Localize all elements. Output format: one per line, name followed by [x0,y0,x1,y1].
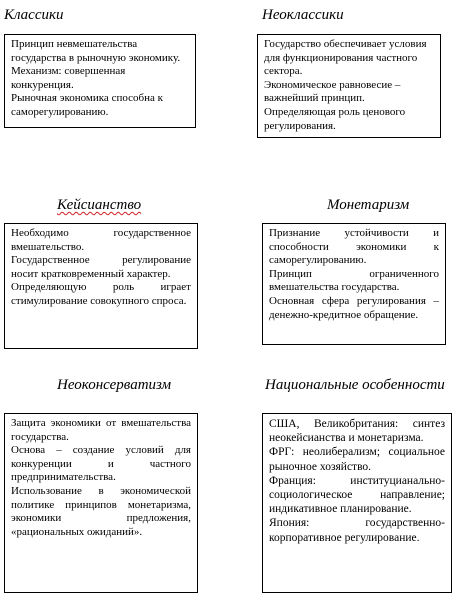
keynesianism-line-2: Государственное регулирование носит кратковременный характер. [11,254,191,280]
monetarism-line-2: Принцип ограниченного вмешательства государства. [269,267,439,294]
national-line-3: Франция: институцианально-социологическое направление; индикативное планирование. [269,474,445,516]
box-national [262,413,452,593]
neoclassics-line-3: Определяющая роль ценового регулирования. [264,105,406,132]
heading-neoconservatism: Неоконсерватизм [57,377,172,393]
box-neoconservatism [4,413,198,593]
heading-neoclassics: Неоклассики [262,7,344,23]
box-monetarism [262,223,446,345]
national-line-4: Япония: государственно-корпоративное регулирование. [269,517,445,544]
neoclassics-line-1: Государство обеспечивает условия для функционирования частного сектора. [264,38,427,78]
heading-monetarism: Монетаризм [327,197,410,213]
heading-keynesianism: Кейсианство [57,197,142,213]
monetarism-line-1: Признание устойчивости и способности экономики к саморегулированию. [269,227,439,267]
neoconservatism-line-1: Защита экономики от вмешательства государства. [11,417,191,443]
heading-classics: Классики [4,7,64,23]
box-classics [4,34,196,128]
keynesianism-line-3: Определяющую роль играет стимулирование совокупного спроса. [11,281,191,307]
classics-line-3: Рыночная экономика способна к саморегулированию. [11,92,163,118]
classics-line-1: Принцип невмешательства государства в рыночную экономику. [11,38,181,64]
heading-national: Национальные особенности [265,377,445,393]
keynesianism-line-1: Необходимо государственное вмешательство. [11,227,191,253]
box-neoclassics [257,34,441,138]
box-keynesianism [4,223,198,349]
national-line-2: ФРГ: неолиберализм; социальное рыночное хозяйство. [269,446,445,473]
monetarism-line-3: Основная сфера регулирования – денежно-кредитное обращение. [269,294,439,321]
neoconservatism-line-3: Использование в экономической политике принципов монетаризма, экономики предложения, «рациональных ожиданий». [11,484,191,538]
national-line-1: США, Великобритания: синтез неокейсианства и монетаризма. [269,418,445,445]
neoclassics-line-2: Экономическое равновесие – важнейший принцип. [264,78,401,105]
neoconservatism-line-2: Основа – создание условий для конкуренции и частного предпринимательства. [11,444,191,484]
classics-line-2: Механизм: совершенная конкуренция. [11,65,126,91]
